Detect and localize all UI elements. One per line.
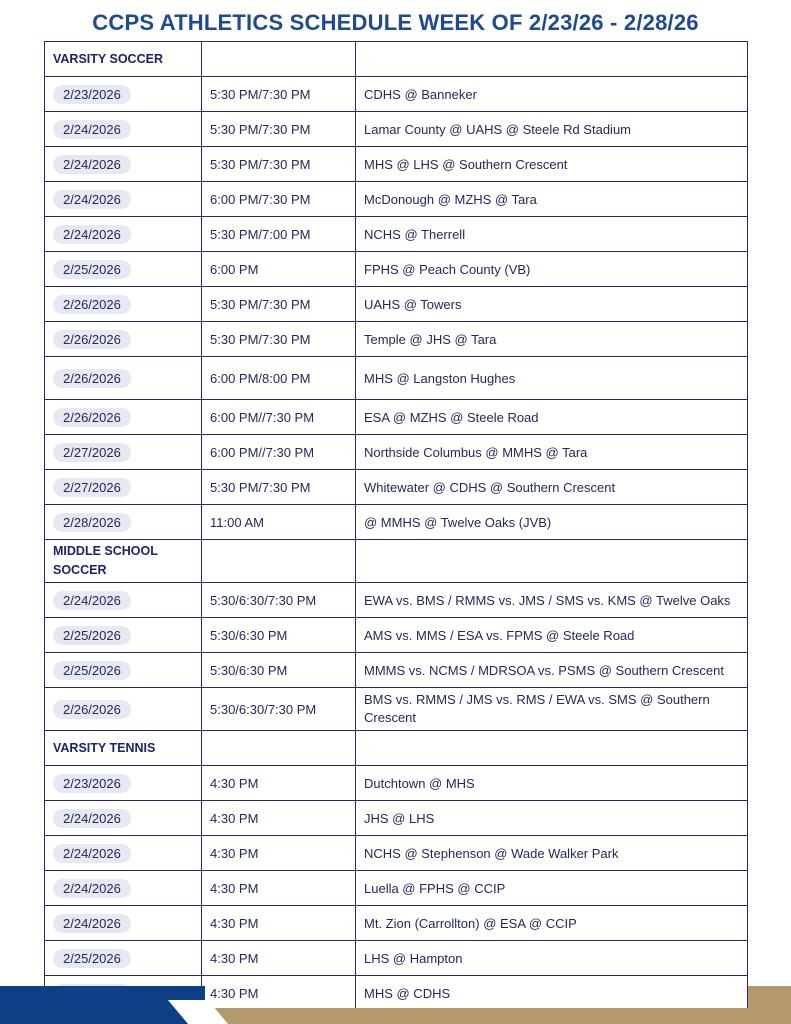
event-cell: AMS vs. MMS / ESA vs. FPMS @ Steele Road bbox=[356, 618, 748, 653]
date-badge: 2/24/2026 bbox=[53, 225, 131, 244]
time-cell: 6:00 PM//7:30 PM bbox=[202, 435, 356, 470]
time-cell: 4:30 PM bbox=[202, 871, 356, 906]
event-cell: FPHS @ Peach County (VB) bbox=[356, 252, 748, 287]
time-cell: 5:30 PM/7:00 PM bbox=[202, 217, 356, 252]
date-badge: 2/24/2026 bbox=[53, 914, 131, 933]
date-badge: 2/23/2026 bbox=[53, 85, 131, 104]
section-label: VARSITY TENNIS bbox=[53, 740, 156, 755]
table-row bbox=[45, 801, 748, 836]
date-badge: 2/24/2026 bbox=[53, 809, 131, 828]
event-cell: BMS vs. RMMS / JMS vs. RMS / EWA vs. SMS @ Southern Crescent bbox=[356, 688, 748, 731]
table-row bbox=[45, 400, 748, 435]
table-row bbox=[45, 871, 748, 906]
time-cell: 5:30 PM/7:30 PM bbox=[202, 287, 356, 322]
event-cell: MHS @ LHS @ Southern Crescent bbox=[356, 147, 748, 182]
table-row bbox=[45, 182, 748, 217]
section-label: MIDDLE SCHOOL SOCCER bbox=[53, 544, 158, 577]
event-cell: Lamar County @ UAHS @ Steele Rd Stadium bbox=[356, 112, 748, 147]
date-badge: 2/26/2026 bbox=[53, 408, 131, 427]
event-cell: McDonough @ MZHS @ Tara bbox=[356, 182, 748, 217]
date-badge: 2/24/2026 bbox=[53, 120, 131, 139]
date-badge: 2/26/2026 bbox=[53, 700, 131, 719]
section-header-varsity-tennis bbox=[45, 731, 748, 766]
event-cell: Luella @ FPHS @ CCIP bbox=[356, 871, 748, 906]
event-cell: Whitewater @ CDHS @ Southern Crescent bbox=[356, 470, 748, 505]
time-cell: 4:30 PM bbox=[202, 836, 356, 871]
date-badge: 2/25/2026 bbox=[53, 626, 131, 645]
date-badge: 2/24/2026 bbox=[53, 591, 131, 610]
table-row bbox=[45, 357, 748, 400]
date-badge: 2/26/2026 bbox=[53, 369, 131, 388]
event-cell: ESA @ MZHS @ Steele Road bbox=[356, 400, 748, 435]
event-cell: Mt. Zion (Carrollton) @ ESA @ CCIP bbox=[356, 906, 748, 941]
table-row bbox=[45, 766, 748, 801]
time-cell: 6:00 PM/7:30 PM bbox=[202, 182, 356, 217]
time-cell: 5:30 PM/7:30 PM bbox=[202, 147, 356, 182]
date-badge: 2/24/2026 bbox=[53, 844, 131, 863]
date-badge: 2/24/2026 bbox=[53, 190, 131, 209]
footer-gold-band bbox=[205, 1008, 791, 1024]
table-row bbox=[45, 252, 748, 287]
time-cell: 5:30 PM/7:30 PM bbox=[202, 322, 356, 357]
section-label: VARSITY SOCCER bbox=[53, 51, 163, 66]
event-cell: EWA vs. BMS / RMMS vs. JMS / SMS vs. KMS @ Twelve Oaks bbox=[356, 583, 748, 618]
time-cell: 4:30 PM bbox=[202, 766, 356, 801]
table-row bbox=[45, 941, 748, 976]
section-header-varsity-soccer bbox=[45, 42, 748, 77]
event-cell: JHS @ LHS bbox=[356, 801, 748, 836]
event-cell: Northside Columbus @ MMHS @ Tara bbox=[356, 435, 748, 470]
event-cell: @ MMHS @ Twelve Oaks (JVB) bbox=[356, 505, 748, 540]
date-badge: 2/25/2026 bbox=[53, 949, 131, 968]
table-row bbox=[45, 112, 748, 147]
footer-gold-corner bbox=[748, 986, 791, 1024]
table-row bbox=[45, 906, 748, 941]
date-badge: 2/28/2026 bbox=[53, 513, 131, 532]
time-cell: 4:30 PM bbox=[202, 976, 356, 1011]
event-cell: MHS @ Langston Hughes bbox=[356, 357, 748, 400]
time-cell: 5:30 PM/7:30 PM bbox=[202, 77, 356, 112]
schedule-table bbox=[44, 41, 748, 1011]
event-cell: LHS @ Hampton bbox=[356, 941, 748, 976]
table-row bbox=[45, 836, 748, 871]
time-cell: 5:30/6:30/7:30 PM bbox=[202, 583, 356, 618]
time-cell: 4:30 PM bbox=[202, 941, 356, 976]
time-cell: 6:00 PM bbox=[202, 252, 356, 287]
table-row bbox=[45, 505, 748, 540]
time-cell: 5:30/6:30 PM bbox=[202, 618, 356, 653]
time-cell: 6:00 PM//7:30 PM bbox=[202, 400, 356, 435]
table-row bbox=[45, 688, 748, 731]
event-cell: NCHS @ Stephenson @ Wade Walker Park bbox=[356, 836, 748, 871]
event-cell: MMMS vs. NCMS / MDRSOA vs. PSMS @ Southern Crescent bbox=[356, 653, 748, 688]
date-badge: 2/27/2026 bbox=[53, 443, 131, 462]
date-badge: 2/25/2026 bbox=[53, 260, 131, 279]
section-header-middle-school-soccer bbox=[45, 540, 748, 583]
time-cell: 5:30/6:30/7:30 PM bbox=[202, 688, 356, 731]
time-cell: 5:30 PM/7:30 PM bbox=[202, 470, 356, 505]
date-badge: 2/26/2026 bbox=[53, 330, 131, 349]
table-row bbox=[45, 217, 748, 252]
table-row bbox=[45, 653, 748, 688]
table-row bbox=[45, 147, 748, 182]
date-badge: 2/24/2026 bbox=[53, 155, 131, 174]
event-cell: CDHS @ Banneker bbox=[356, 77, 748, 112]
date-badge: 2/27/2026 bbox=[53, 478, 131, 497]
table-row bbox=[45, 77, 748, 112]
time-cell: 4:30 PM bbox=[202, 906, 356, 941]
event-cell: NCHS @ Therrell bbox=[356, 217, 748, 252]
table-row bbox=[45, 583, 748, 618]
event-cell: MHS @ CDHS bbox=[356, 976, 748, 1011]
table-row bbox=[45, 435, 748, 470]
time-cell: 4:30 PM bbox=[202, 801, 356, 836]
date-badge: 2/26/2026 bbox=[53, 295, 131, 314]
time-cell: 11:00 AM bbox=[202, 505, 356, 540]
event-cell: UAHS @ Towers bbox=[356, 287, 748, 322]
event-cell: Dutchtown @ MHS bbox=[356, 766, 748, 801]
time-cell: 5:30 PM/7:30 PM bbox=[202, 112, 356, 147]
table-row bbox=[45, 287, 748, 322]
table-row bbox=[45, 322, 748, 357]
table-row bbox=[45, 618, 748, 653]
event-cell: Temple @ JHS @ Tara bbox=[356, 322, 748, 357]
page-title: CCPS ATHLETICS SCHEDULE WEEK OF 2/23/26 - 2/28/26 bbox=[92, 10, 699, 35]
table-row bbox=[45, 470, 748, 505]
date-badge: 2/24/2026 bbox=[53, 879, 131, 898]
date-badge: 2/25/2026 bbox=[53, 661, 131, 680]
time-cell: 5:30/6:30 PM bbox=[202, 653, 356, 688]
date-badge: 2/23/2026 bbox=[53, 774, 131, 793]
time-cell: 6:00 PM/8:00 PM bbox=[202, 357, 356, 400]
